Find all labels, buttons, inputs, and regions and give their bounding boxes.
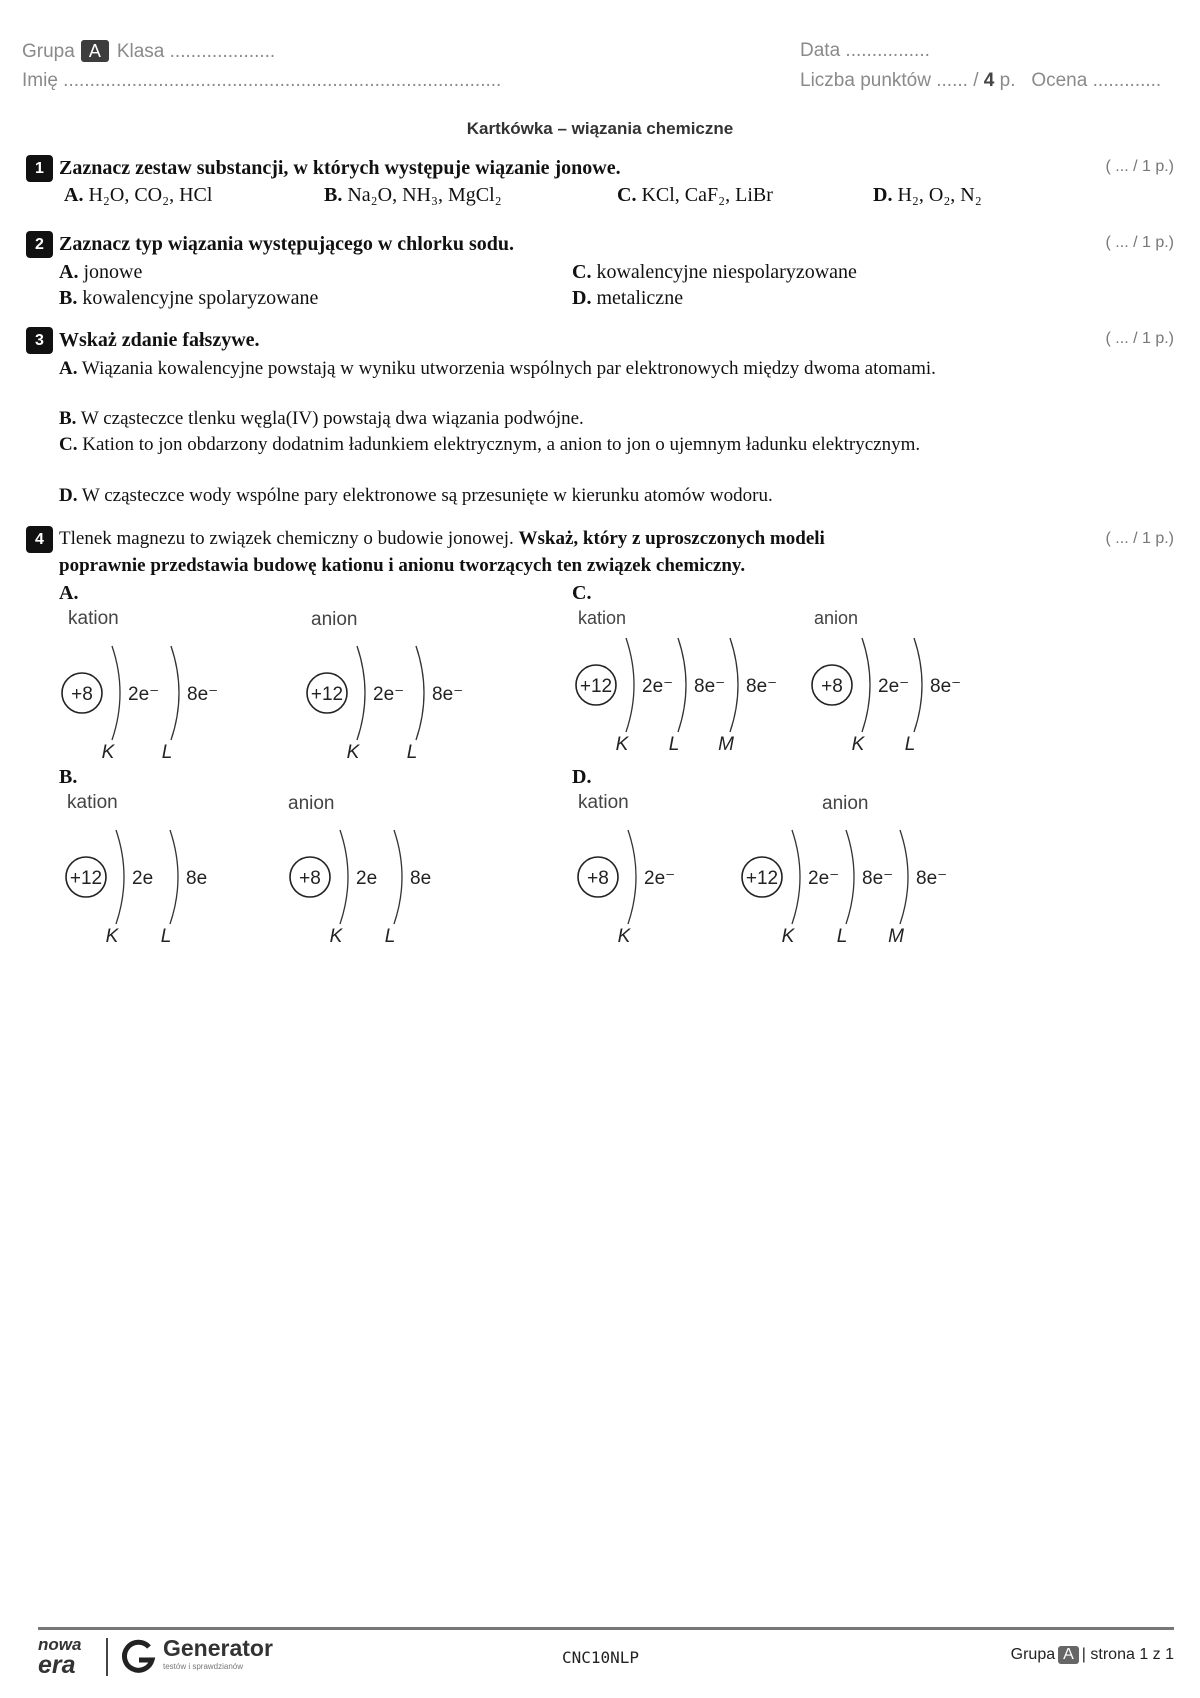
points-max: 4 bbox=[983, 70, 995, 91]
option-letter: D. bbox=[572, 287, 592, 309]
answer-a-letter[interactable]: A. bbox=[59, 582, 79, 604]
nucleus-charge: +8 bbox=[71, 684, 93, 705]
answer-b-letter[interactable]: B. bbox=[59, 766, 78, 788]
generator-g-icon bbox=[119, 1638, 157, 1676]
model-c-anion bbox=[808, 630, 988, 755]
shell-electron-count: 2e⁻ bbox=[373, 684, 405, 705]
shell-name: K bbox=[615, 734, 629, 755]
electron-shell-arc bbox=[394, 830, 402, 924]
question-points: ( ... / 1 p.) bbox=[1105, 330, 1174, 347]
electron-shell-arc bbox=[357, 646, 365, 740]
shell-name: L bbox=[406, 742, 418, 763]
date-field[interactable]: Data ................ bbox=[800, 40, 930, 61]
option-3b[interactable] bbox=[59, 406, 1039, 431]
electron-shell-arc bbox=[171, 646, 179, 740]
model-b-kation bbox=[62, 822, 252, 947]
model-b-kation-label: kation bbox=[67, 792, 118, 813]
points-field[interactable]: Liczba punktów ...... / bbox=[800, 70, 979, 91]
electron-shell-arc bbox=[678, 638, 686, 732]
option-letter: D. bbox=[59, 485, 78, 506]
shell-name: K bbox=[105, 926, 119, 947]
option-text: metaliczne bbox=[596, 287, 684, 309]
shell-name: L bbox=[160, 926, 172, 947]
shell-name: L bbox=[668, 734, 680, 755]
electron-shell-arc bbox=[846, 830, 854, 924]
option-text: kowalencyjne spolaryzowane bbox=[82, 287, 319, 309]
option-1a[interactable] bbox=[64, 184, 212, 207]
option-letter: A. bbox=[59, 261, 79, 283]
shell-electron-count: 8e⁻ bbox=[746, 676, 778, 697]
question-text-bold-cont: poprawnie przedstawia budowę kationu i anionu tworzących ten związek chemiczny. bbox=[59, 555, 746, 576]
answer-d-letter[interactable]: D. bbox=[572, 766, 592, 788]
option-letter: B. bbox=[324, 184, 343, 206]
option-text: Kation to jon obdarzony dodatnim ładunkiem elektrycznym, a anion to jon o ujemnym ładunku elektrycznym. bbox=[82, 434, 921, 455]
answer-c-letter[interactable]: C. bbox=[572, 582, 592, 604]
option-letter: C. bbox=[617, 184, 637, 206]
model-c-anion-label: anion bbox=[814, 608, 859, 628]
model-d-anion-label: anion bbox=[822, 793, 869, 814]
class-field[interactable]: Klasa .................... bbox=[116, 41, 276, 62]
question-text: Wskaż zdanie fałszywe. bbox=[59, 329, 260, 351]
nowa-era-logo bbox=[38, 1636, 98, 1680]
shell-electron-count: 8e⁻ bbox=[694, 676, 726, 697]
shell-electron-count: 8e bbox=[186, 868, 208, 889]
shell-name: L bbox=[384, 926, 396, 947]
shell-electron-count: 8e⁻ bbox=[187, 684, 219, 705]
shell-electron-count: 8e⁻ bbox=[916, 868, 948, 889]
shell-name: K bbox=[851, 734, 865, 755]
footer-group-badge: A bbox=[1058, 1646, 1079, 1664]
question-text: Zaznacz typ wiązania występującego w chlorku sodu. bbox=[59, 233, 515, 255]
option-3c[interactable] bbox=[59, 432, 1039, 457]
option-3d[interactable] bbox=[59, 483, 1039, 508]
option-text: W cząsteczce wody wspólne pary elektronowe są przesunięte w kierunku atomów wodoru. bbox=[81, 485, 773, 506]
option-2d[interactable] bbox=[572, 287, 683, 310]
page-counter: | strona 1 z 1 bbox=[1081, 1646, 1174, 1663]
electron-shell-arc bbox=[416, 646, 424, 740]
question-points: ( ... / 1 p.) bbox=[1105, 234, 1174, 251]
option-2c[interactable] bbox=[572, 261, 857, 284]
electron-shell-arc bbox=[792, 830, 800, 924]
question-number: 1 bbox=[26, 155, 53, 182]
shell-name: L bbox=[161, 742, 173, 763]
model-d-kation-label: kation bbox=[578, 792, 629, 813]
question-number: 4 bbox=[26, 526, 53, 553]
electron-shell-arc bbox=[626, 638, 634, 732]
option-letter: B. bbox=[59, 287, 78, 309]
option-text: H₂, O₂, N₂ bbox=[897, 184, 982, 206]
question-points: ( ... / 1 p.) bbox=[1105, 158, 1174, 175]
nucleus-charge: +12 bbox=[579, 676, 613, 697]
nucleus-charge: +8 bbox=[587, 868, 609, 889]
option-text: Na₂O, NH₃, MgCl₂ bbox=[347, 184, 502, 206]
electron-shell-arc bbox=[116, 830, 124, 924]
model-a-anion-label: anion bbox=[311, 609, 358, 630]
points-grade-row bbox=[800, 70, 1161, 92]
shell-electron-count: 8e⁻ bbox=[862, 868, 894, 889]
question-text-bold: Wskaż, który z uproszczonych modeli bbox=[518, 528, 825, 549]
shell-name: M bbox=[888, 926, 904, 947]
shell-name: L bbox=[836, 926, 848, 947]
logo-generator: Generator bbox=[163, 1635, 273, 1661]
option-text: kowalencyjne niespolaryzowane bbox=[596, 261, 857, 283]
shell-electron-count: 2e bbox=[356, 868, 378, 889]
question-points: ( ... / 1 p.) bbox=[1105, 530, 1174, 547]
shell-name: K bbox=[329, 926, 343, 947]
model-a-anion bbox=[303, 638, 503, 763]
logo-divider bbox=[106, 1638, 108, 1676]
option-1b[interactable] bbox=[324, 184, 502, 207]
footer-divider bbox=[38, 1627, 1174, 1630]
page-title: Kartkówka – wiązania chemiczne bbox=[466, 119, 734, 138]
shell-electron-count: 2e⁻ bbox=[808, 868, 840, 889]
option-text: W cząsteczce tlenku węgla(IV) powstają dwa wiązania podwójne. bbox=[80, 408, 584, 429]
group-badge: A bbox=[81, 40, 109, 62]
nucleus-charge: +12 bbox=[745, 868, 779, 889]
shell-name: K bbox=[617, 926, 631, 947]
group-label: Grupa bbox=[22, 41, 75, 62]
option-letter: C. bbox=[59, 434, 78, 455]
document-code: CNC10NLP bbox=[562, 1648, 640, 1667]
electron-shell-arc bbox=[170, 830, 178, 924]
option-2a[interactable] bbox=[59, 261, 142, 284]
shell-name: L bbox=[904, 734, 916, 755]
nucleus-charge: +12 bbox=[310, 684, 344, 705]
question-text: Zaznacz zestaw substancji, w których występuje wiązanie jonowe. bbox=[59, 157, 621, 179]
model-a-kation-label: kation bbox=[68, 608, 119, 629]
question-text bbox=[59, 528, 825, 550]
footer-page-info bbox=[1011, 1646, 1174, 1664]
electron-shell-arc bbox=[730, 638, 738, 732]
logo-tagline: testów i sprawdzianów bbox=[163, 1662, 244, 1671]
shell-name: K bbox=[346, 742, 360, 763]
shell-name: K bbox=[101, 742, 115, 763]
electron-shell-arc bbox=[900, 830, 908, 924]
shell-electron-count: 2e⁻ bbox=[878, 676, 910, 697]
model-d-kation bbox=[574, 822, 714, 947]
option-letter: A. bbox=[59, 358, 78, 379]
option-2b[interactable] bbox=[59, 287, 318, 310]
model-b-anion bbox=[286, 822, 476, 947]
model-c-kation-label: kation bbox=[578, 608, 627, 628]
model-b-anion-label: anion bbox=[288, 793, 335, 814]
shell-electron-count: 8e bbox=[410, 868, 432, 889]
points-unit: p. bbox=[999, 70, 1016, 91]
electron-shell-arc bbox=[914, 638, 922, 732]
model-a-kation bbox=[58, 638, 258, 763]
shell-electron-count: 2e⁻ bbox=[642, 676, 674, 697]
option-letter: C. bbox=[572, 261, 592, 283]
option-text: Wiązania kowalencyjne powstają w wyniku utworzenia wspólnych par elektronowych między dwoma atomami. bbox=[81, 358, 936, 379]
shell-electron-count: 2e bbox=[132, 868, 154, 889]
question-number: 2 bbox=[26, 231, 53, 258]
option-letter: A. bbox=[64, 184, 84, 206]
question-text-plain: Tlenek magnezu to związek chemiczny o budowie jonowej. bbox=[59, 528, 519, 549]
shell-name: K bbox=[781, 926, 795, 947]
nucleus-charge: +12 bbox=[69, 868, 103, 889]
option-letter: D. bbox=[873, 184, 893, 206]
option-1c[interactable] bbox=[617, 184, 773, 207]
option-text: H₂O, CO₂, HCl bbox=[88, 184, 213, 206]
electron-shell-arc bbox=[340, 830, 348, 924]
option-text: KCl, CaF₂, LiBr bbox=[641, 184, 773, 206]
electron-shell-arc bbox=[628, 830, 636, 924]
logo-nowa: nowa bbox=[38, 1635, 82, 1654]
electron-shell-arc bbox=[862, 638, 870, 732]
grade-field[interactable]: Ocena ............. bbox=[1031, 70, 1162, 91]
shell-electron-count: 8e⁻ bbox=[930, 676, 962, 697]
shell-name: M bbox=[718, 734, 734, 755]
model-d-anion bbox=[738, 822, 968, 947]
shell-electron-count: 2e⁻ bbox=[644, 868, 676, 889]
logo-era: era bbox=[38, 1651, 76, 1679]
shell-electron-count: 8e⁻ bbox=[432, 684, 464, 705]
option-letter: B. bbox=[59, 408, 77, 429]
model-c-kation bbox=[572, 630, 792, 755]
footer-group-label: Grupa bbox=[1010, 1646, 1056, 1663]
electron-shell-arc bbox=[112, 646, 120, 740]
question-number: 3 bbox=[26, 327, 53, 354]
nucleus-charge: +8 bbox=[821, 676, 843, 697]
option-1d[interactable] bbox=[873, 184, 982, 207]
name-field[interactable]: Imię ................................................................................... bbox=[22, 70, 502, 91]
shell-electron-count: 2e⁻ bbox=[128, 684, 160, 705]
option-text: jonowe bbox=[83, 261, 143, 283]
nucleus-charge: +8 bbox=[299, 868, 321, 889]
option-3a[interactable] bbox=[59, 356, 1039, 381]
header-group-class bbox=[22, 40, 275, 63]
